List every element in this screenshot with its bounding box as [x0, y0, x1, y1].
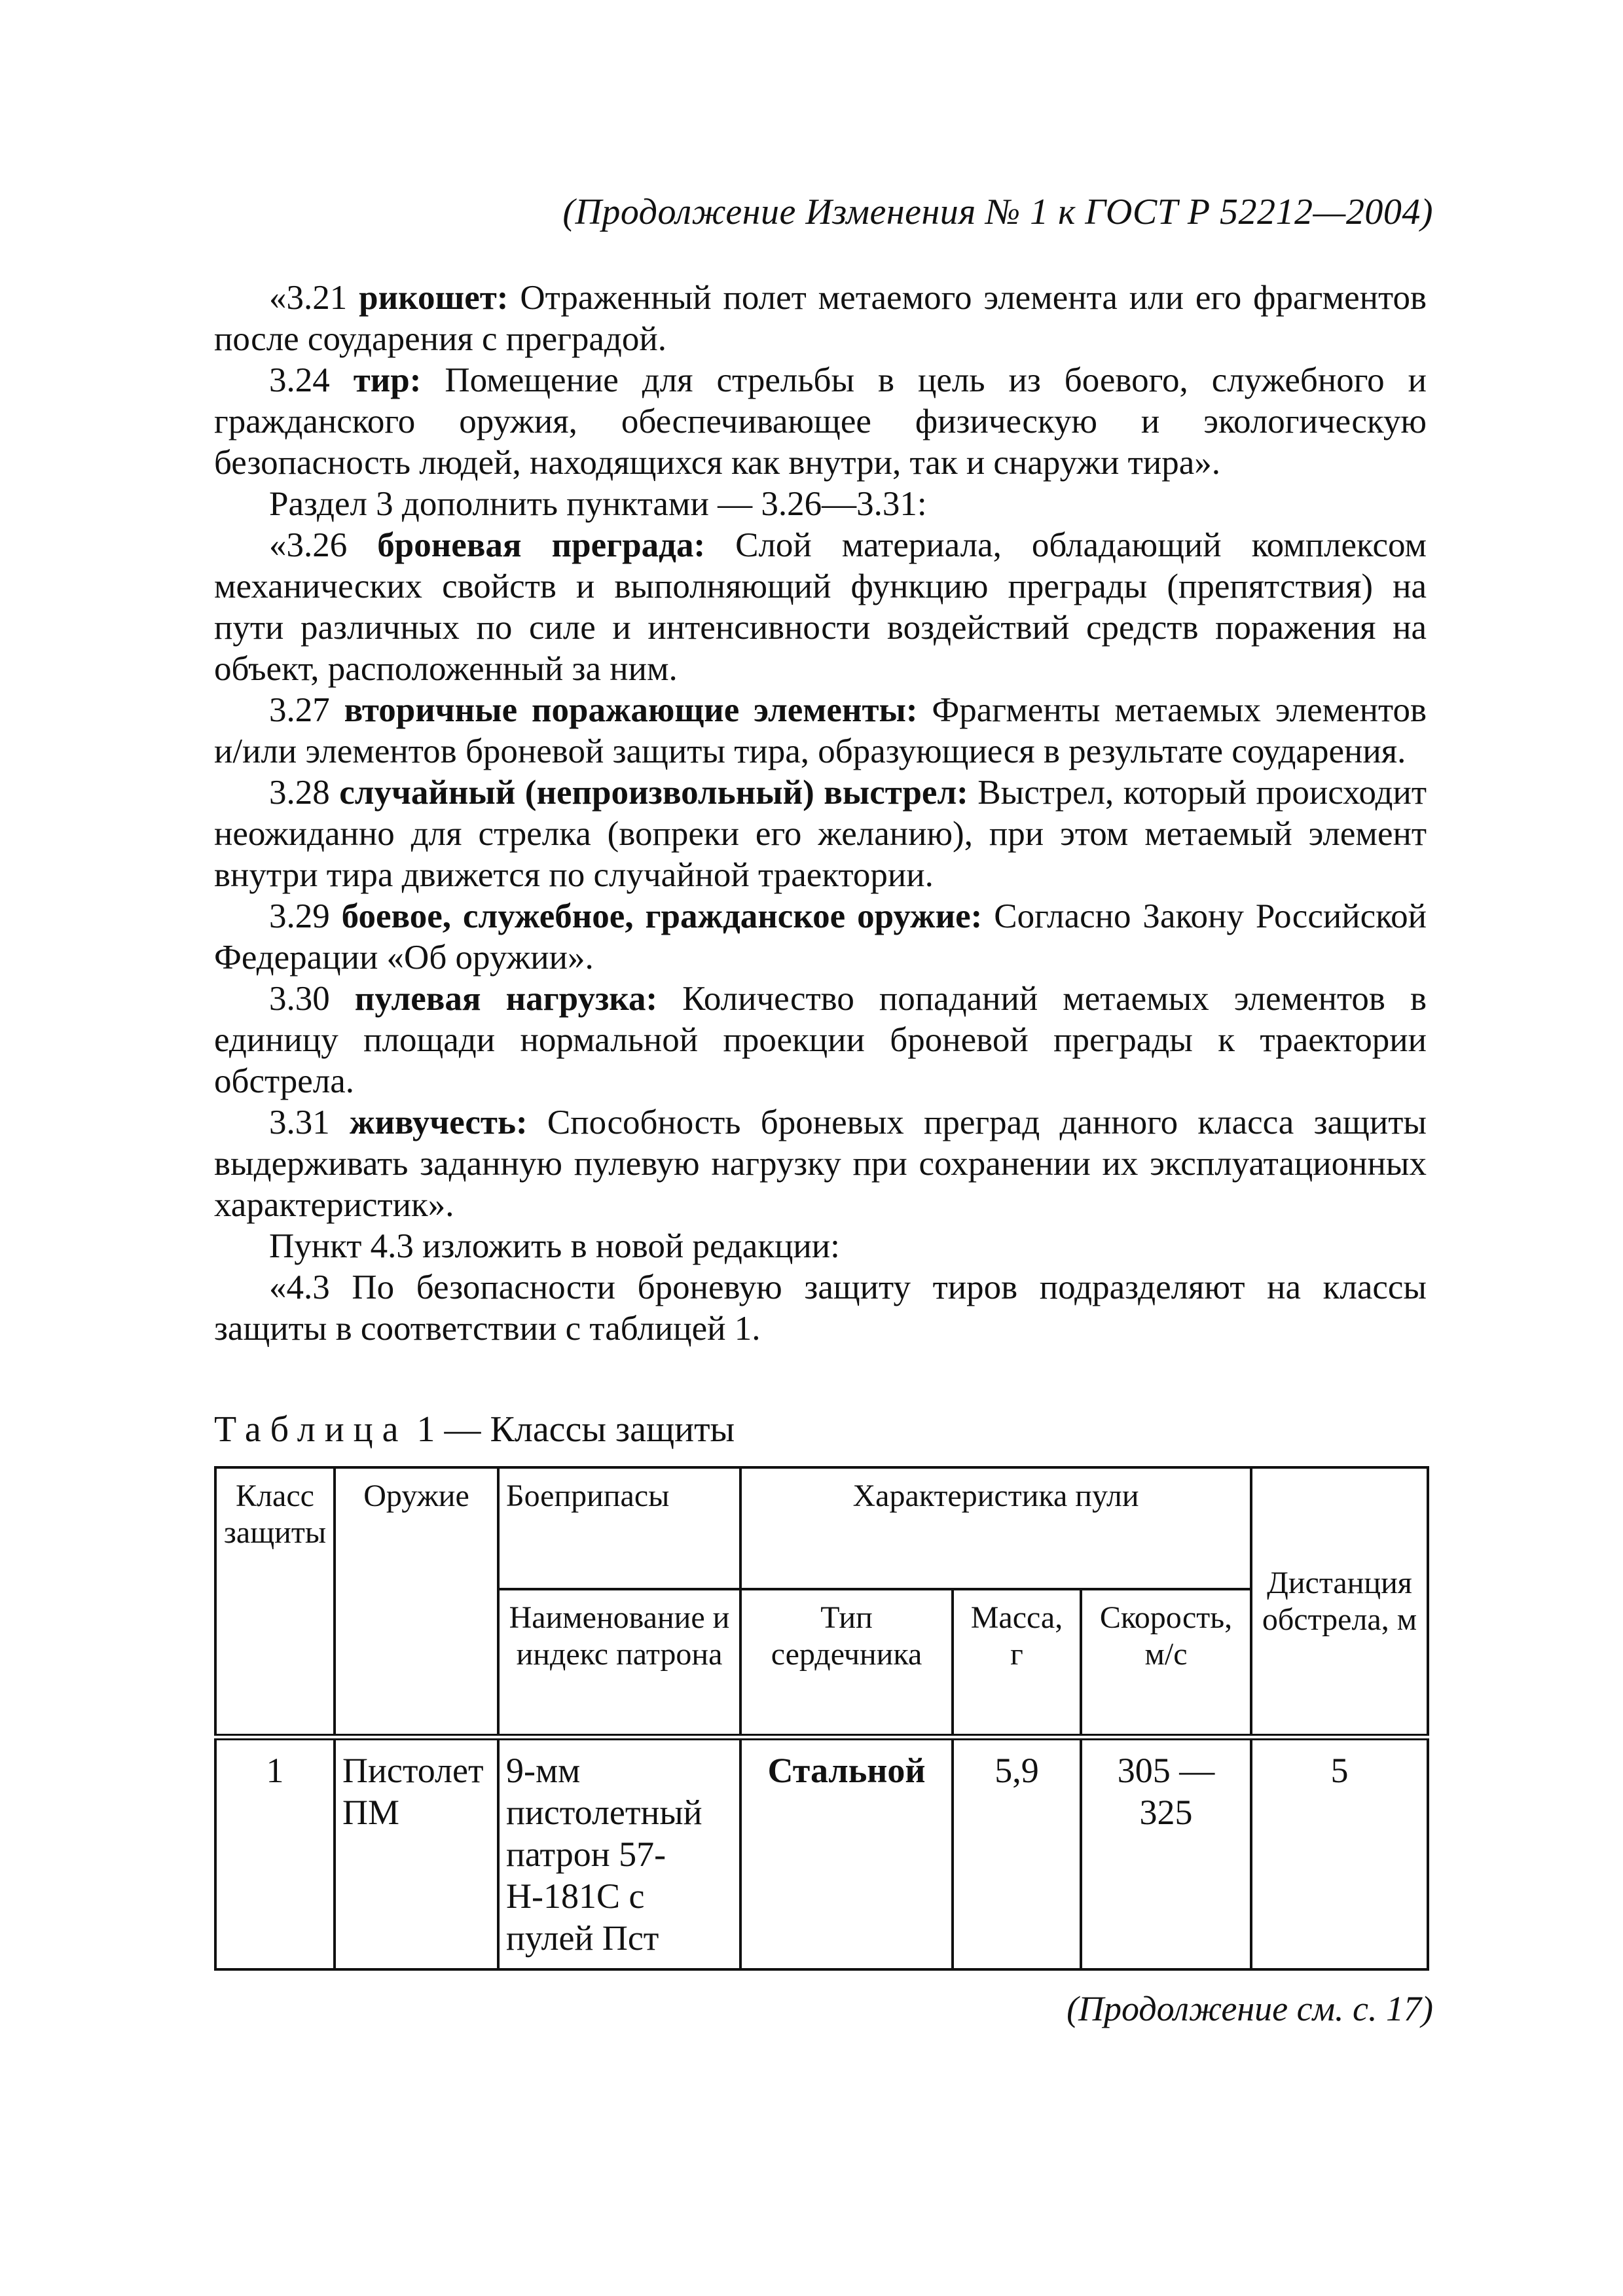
cell-mass: 5,9 [953, 1737, 1081, 1969]
cell-class: 1 [215, 1737, 335, 1969]
cell-ammo-name: 9-мм пистолетный патрон 57-Н-181С с пулей Пст [498, 1737, 740, 1969]
paragraph-3-30 [214, 978, 1427, 1102]
paragraph-4-3-intro: Пункт 4.3 изложить в новой редакции: [269, 1227, 840, 1265]
paragraph-3-27 [214, 690, 1427, 772]
cell-core: Стальной [740, 1737, 953, 1969]
definition: Фрагменты метаемых элементов и/или элементов броневой защиты тира, образующиеся в результате соударения. [214, 691, 1427, 770]
header-mass: Масса, г [953, 1589, 1081, 1737]
definition: Выстрел, который происходит неожиданно для стрелка (вопреки его желанию), при этом метаемый элемент внутри тира движется по случайной траектории. [214, 774, 1427, 894]
definition: Слой материала, обладающий комплексом механических свойств и выполняющий функцию преграды (препятствия) на пути различных по силе и интенсивности воздействий средств поражения на объект, расположенный за ним. [214, 526, 1427, 688]
paragraph-3-24 [214, 360, 1427, 484]
table-caption [214, 1408, 735, 1450]
term: рикошет: [359, 279, 509, 317]
paragraph-3-31 [214, 1102, 1427, 1226]
term: живучесть: [350, 1103, 528, 1141]
term: броневая преграда: [377, 526, 706, 564]
cell-speed: 305 — 325 [1081, 1737, 1251, 1969]
term: тир: [353, 361, 422, 399]
paragraph-section-3: Раздел 3 дополнить пунктами — 3.26—3.31: [269, 485, 927, 523]
protection-classes-table [214, 1466, 1429, 1971]
term: вторичные поражающие элементы: [344, 691, 918, 729]
table-caption-title: 1 — Классы защиты [416, 1409, 735, 1450]
definition: Количество попаданий метаемых элементов в единицу площади нормальной проекции броневой преграды к траектории обстрела. [214, 980, 1427, 1100]
cell-weapon: Пистолет ПМ [335, 1737, 498, 1969]
table-caption-word: Таблица [214, 1409, 408, 1450]
item-number: 3.29 [269, 897, 330, 935]
definition: Способность броневых преград данного класса защиты выдерживать заданную пулевую нагрузку при сохранении их эксплуатационных характеристик». [214, 1103, 1427, 1224]
header-weapon: Оружие [335, 1467, 498, 1737]
paragraph-4-3: «4.3 По безопасности броневую защиту тиров подразделяют на классы защиты в соответствии с таблицей 1. [214, 1268, 1427, 1348]
term: пулевая нагрузка: [354, 980, 658, 1018]
definition: Помещение для стрельбы в цель из боевого, служебного и гражданского оружия, обеспечивающее физическую и экологическую безопасность людей, находящихся как внутри, так и снаружи тира». [214, 361, 1427, 482]
header-distance: Дистанция обстрела, м [1251, 1467, 1428, 1737]
definition: Согласно Закону Российской Федерации «Об оружии». [214, 897, 1427, 977]
header-class: Класс защиты [215, 1467, 335, 1737]
item-number: «3.21 [269, 279, 348, 317]
item-number: 3.31 [269, 1103, 330, 1141]
header-bullet: Характеристика пули [740, 1467, 1251, 1589]
header-ammo-name: Наименование и индекс патрона [498, 1589, 740, 1737]
item-number: 3.24 [269, 361, 330, 399]
header-core: Тип сердечника [740, 1589, 953, 1737]
term: случайный (непроизвольный) выстрел: [339, 774, 968, 812]
item-number: 3.28 [269, 774, 330, 812]
page-header: (Продолжение Изменения № 1 к ГОСТ Р 52212—2004) [562, 192, 1433, 232]
header-ammo: Боеприпасы [498, 1467, 740, 1589]
header-speed: Скорость, м/с [1081, 1589, 1251, 1737]
cell-distance: 5 [1251, 1737, 1428, 1969]
paragraph-3-28 [214, 772, 1427, 896]
paragraph-3-21 [214, 278, 1427, 360]
body-text [214, 278, 1427, 1350]
item-number: «3.26 [269, 526, 348, 564]
definition: Отраженный полет метаемого элемента или его фрагментов после соударения с преградой. [214, 279, 1427, 358]
term: боевое, служебное, гражданское оружие: [341, 897, 983, 935]
paragraph-3-29 [214, 896, 1427, 978]
paragraph-3-26 [214, 525, 1427, 690]
item-number: 3.30 [269, 980, 330, 1018]
item-number: 3.27 [269, 691, 330, 729]
page-footer: (Продолжение см. с. 17) [1067, 1989, 1433, 2028]
